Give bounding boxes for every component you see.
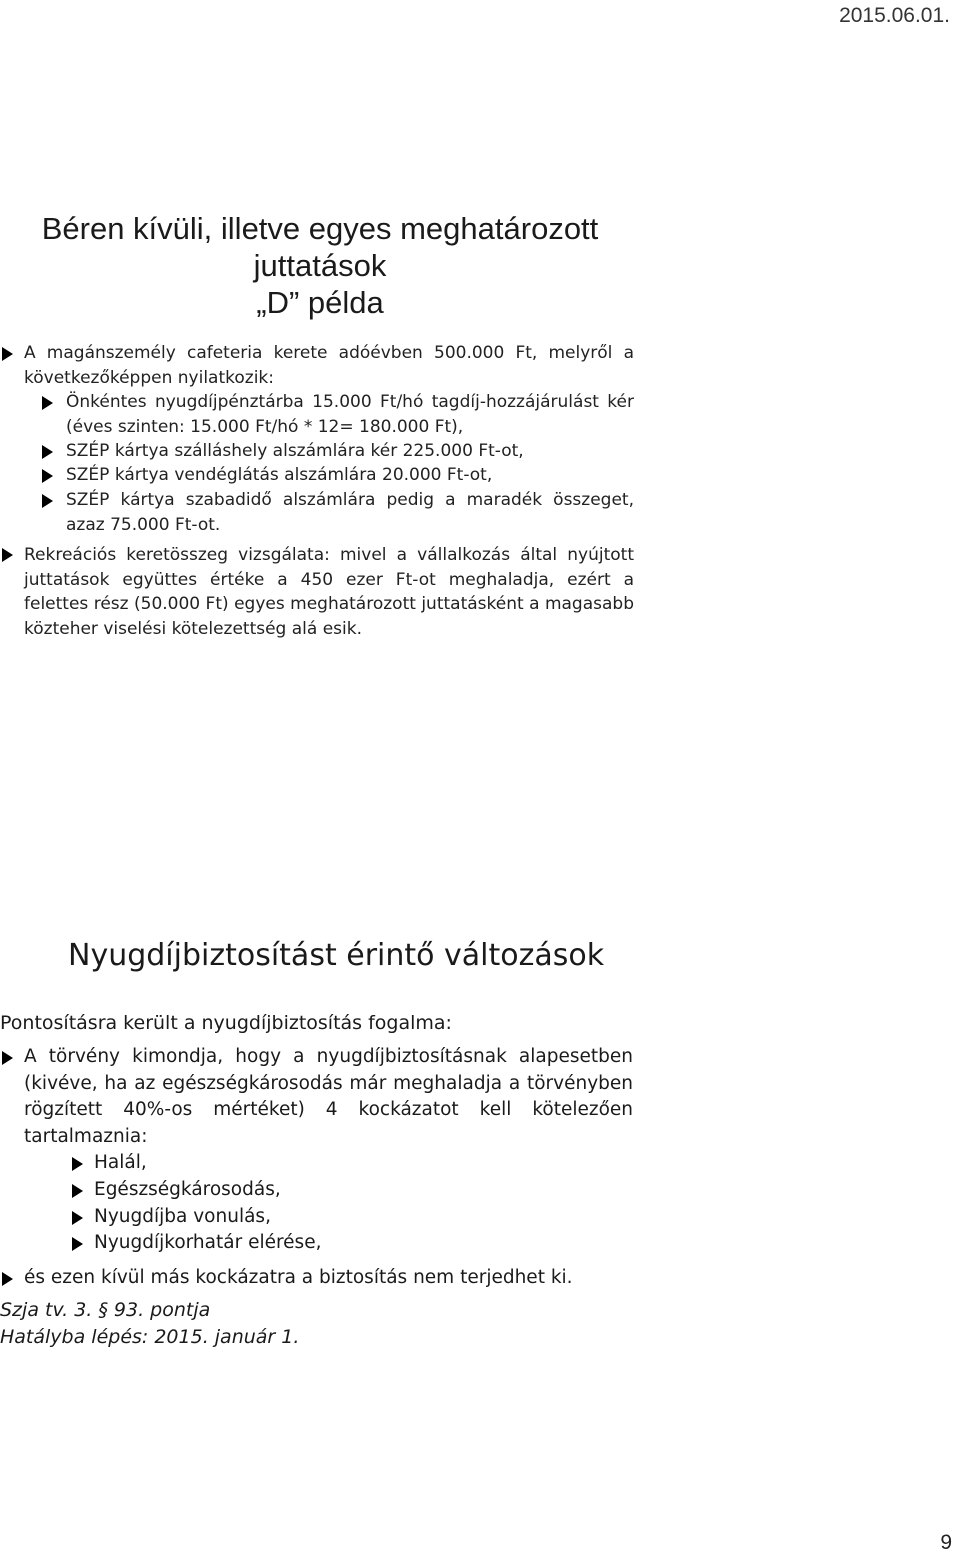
risk-item-retirement-age: Nyugdíjkorhatár elérése,	[94, 1232, 322, 1253]
slide1-sub-item-catering: SZÉP kártya vendéglátás alszámlára 20.000 Ft-ot,	[66, 465, 493, 485]
slide2-subheading: Pontosításra került a nyugdíjbiztosítás fogalma:	[0, 1012, 452, 1034]
effective-date: Hatályba lépés: 2015. január 1.	[0, 1326, 300, 1348]
sub-bullet-arrow-icon	[72, 1157, 83, 1171]
slide1-bullet-recreation: Rekreációs keretösszeg vizsgálata: mivel a vállalkozás által nyújtott juttatások együttes értéke a 450 ezer Ft-ot meghaladja, ezért a felettes rész (50.000 Ft) egyes meghatározott juttatásként a magasabb közteher viselési kötelezettség alá esik.	[24, 545, 634, 639]
bullet-arrow-icon	[2, 347, 13, 361]
slide1-sub-item-pension: Önkéntes nyugdíjpénztárba 15.000 Ft/hó tagdíj-hozzájárulást kér (éves szinten: 15.000 Ft/hó * 12= 180.000 Ft),	[66, 392, 634, 437]
slide1-title-line3: „D” példa	[256, 285, 384, 320]
slide2-bullet-no-other-risk: és ezen kívül más kockázatra a biztosítás nem terjedhet ki.	[24, 1267, 573, 1288]
bullet-arrow-icon	[2, 548, 13, 562]
slide2-bullet-law: A törvény kimondja, hogy a nyugdíjbiztosításnak alapesetben (kivéve, ha az egészségkárosodás már meghaladja a törvényben rögzített 40%-os mértéket) 4 kockázatot kell kötelezően tartalmaznia:	[24, 1046, 633, 1147]
slide1-title	[20, 210, 620, 321]
legal-reference: Szja tv. 3. § 93. pontja	[0, 1299, 211, 1321]
sub-bullet-arrow-icon	[72, 1184, 83, 1198]
page-number: 9	[940, 1531, 952, 1554]
sub-bullet-arrow-icon	[72, 1237, 83, 1251]
slide-date: 2015.06.01.	[839, 4, 950, 27]
risk-item-health-damage: Egészségkárosodás,	[94, 1179, 281, 1200]
sub-bullet-arrow-icon	[42, 396, 53, 410]
slide1-title-line2: juttatások	[253, 248, 387, 283]
slide1-title-line1: Béren kívüli, illetve egyes meghatározott	[41, 211, 599, 246]
sub-bullet-arrow-icon	[72, 1211, 83, 1225]
risk-item-retirement: Nyugdíjba vonulás,	[94, 1206, 271, 1227]
sub-bullet-arrow-icon	[42, 494, 53, 508]
sub-bullet-arrow-icon	[42, 469, 53, 483]
slide1-sub-item-accommodation: SZÉP kártya szálláshely alszámlára kér 225.000 Ft-ot,	[66, 441, 524, 461]
sub-bullet-arrow-icon	[42, 445, 53, 459]
bullet-arrow-icon	[2, 1272, 13, 1286]
slide1-sub-item-leisure: SZÉP kártya szabadidő alszámlára pedig a maradék összeget, azaz 75.000 Ft-ot.	[66, 490, 634, 535]
slide2-title: Nyugdíjbiztosítást érintő változások	[68, 938, 605, 973]
slide1-bullet-cafeteria: A magánszemély cafeteria kerete adóévben 500.000 Ft, melyről a következőképpen nyilatkozik:	[24, 343, 634, 388]
bullet-arrow-icon	[2, 1051, 13, 1065]
risk-item-death: Halál,	[94, 1152, 147, 1173]
